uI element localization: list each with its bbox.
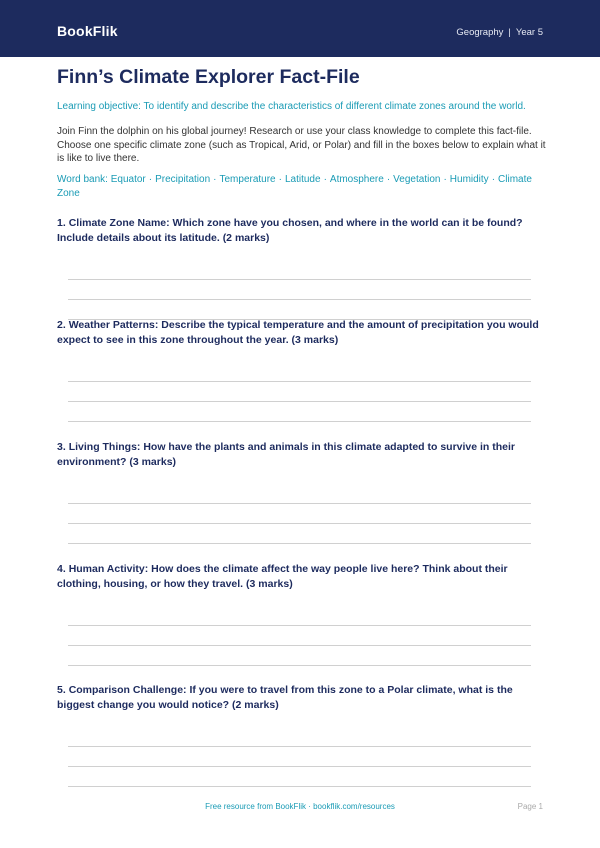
answer-line[interactable] <box>68 401 531 402</box>
learning-objective: Learning objective: To identify and describe the characteristics of different climate zones around the world. <box>57 101 526 112</box>
question-text: Living Things: How have the plants and animals in this climate adapted to survive in their environment? (3 marks) <box>57 441 516 468</box>
answer-line[interactable] <box>68 665 531 666</box>
word-bank-separator: · <box>386 174 391 185</box>
question-text: Comparison Challenge: If you were to travel from this zone to a Polar climate, what is the biggest change you would notice? (2 marks) <box>57 684 513 711</box>
question-number: 3. <box>57 441 66 453</box>
word-bank-separator: · <box>443 174 447 185</box>
question-number: 4. <box>57 563 66 575</box>
subject-label: Geography <box>456 27 504 38</box>
question-5 <box>57 683 547 713</box>
word-bank-term: Atmosphere <box>329 174 384 185</box>
header-bar <box>0 0 600 57</box>
intro-paragraph: Join Finn the dolphin on his global journey! Research or use your class knowledge to complete this fact-file. Choose one specific climate zone (such as Tropical, Arid, or Polar) and fill in the boxes below to explain what it is like to live there. <box>57 126 546 164</box>
word-bank-separator: · <box>278 174 282 185</box>
answer-line[interactable] <box>68 746 531 747</box>
question-number: 5. <box>57 684 66 696</box>
word-bank-separator: · <box>213 174 217 185</box>
footer-link[interactable]: Free resource from BookFlik · bookflik.com/resources <box>205 802 395 811</box>
answer-line[interactable] <box>68 625 531 626</box>
breadcrumb-separator: | <box>508 27 511 38</box>
answer-line[interactable] <box>68 766 531 767</box>
question-4 <box>57 562 547 592</box>
year-label: Year 5 <box>515 27 543 38</box>
word-bank-separator: · <box>148 174 153 185</box>
answer-line[interactable] <box>68 279 531 280</box>
word-bank-words <box>57 174 532 199</box>
word-bank-label: Word bank: <box>57 174 108 185</box>
page-number: Page 1 <box>517 802 543 811</box>
answer-line[interactable] <box>68 299 531 300</box>
question-number: 2. <box>57 319 66 331</box>
answer-line[interactable] <box>68 523 531 524</box>
question-number: 1. <box>57 217 66 229</box>
word-bank-separator: · <box>491 174 496 185</box>
brand-logo[interactable]: BookFlik <box>57 23 118 39</box>
word-bank-term: Equator <box>110 174 146 185</box>
answer-line[interactable] <box>68 786 531 787</box>
question-text: Weather Patterns: Describe the typical temperature and the amount of precipitation you would expect to see in this zone throughout the year. (3 marks) <box>57 319 539 346</box>
word-bank <box>57 173 537 200</box>
subject-breadcrumb <box>456 27 543 38</box>
answer-line[interactable] <box>68 543 531 544</box>
answer-line[interactable] <box>68 503 531 504</box>
question-1 <box>57 216 547 246</box>
page-title: Finn’s Climate Explorer Fact-File <box>57 66 360 88</box>
question-2 <box>57 318 547 348</box>
answer-line[interactable] <box>68 421 531 422</box>
word-bank-separator: · <box>323 174 327 185</box>
word-bank-term: Latitude <box>284 174 321 185</box>
question-text: Climate Zone Name: Which zone have you chosen, and where in the world can it be found? Include details about its latitude. (2 marks) <box>57 217 523 244</box>
answer-line[interactable] <box>68 381 531 382</box>
word-bank-term: Temperature <box>219 174 276 185</box>
question-3 <box>57 440 547 470</box>
word-bank-term: Climate Zone <box>57 174 532 199</box>
word-bank-term: Precipitation <box>155 174 211 185</box>
question-text: Human Activity: How does the climate affect the way people live here? Think about their clothing, housing, or how they travel. (3 marks) <box>57 563 508 590</box>
word-bank-term: Vegetation <box>393 174 441 185</box>
word-bank-term: Humidity <box>449 174 489 185</box>
answer-line[interactable] <box>68 645 531 646</box>
